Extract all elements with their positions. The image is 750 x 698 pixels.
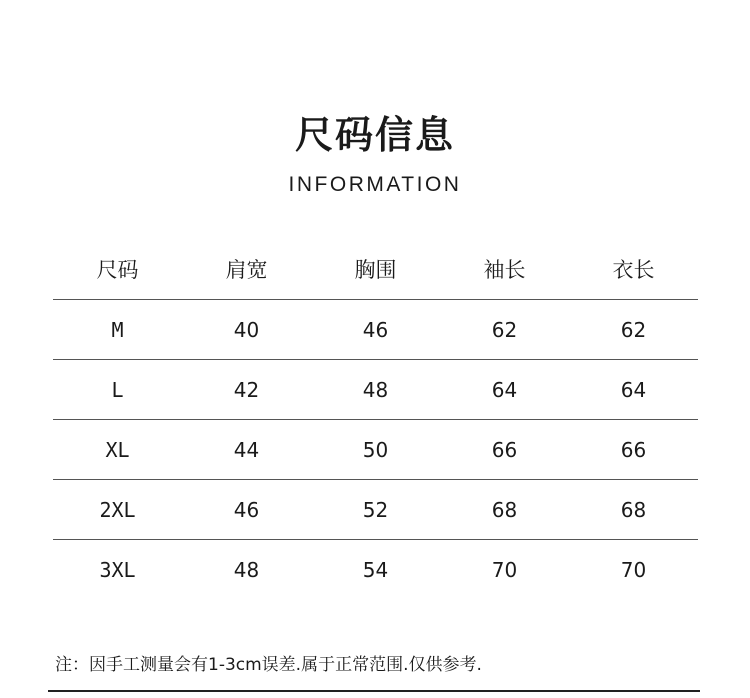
page-title: 尺码信息 xyxy=(294,113,455,157)
cell-shoulder: 44 xyxy=(233,437,260,462)
cell-size: L xyxy=(111,377,124,402)
page-subtitle: INFORMATION xyxy=(288,173,462,196)
bottom-divider xyxy=(48,690,700,692)
header-sleeve: 袖长 xyxy=(483,257,526,282)
measurement-note: 注：因手工测量会有1-3cm误差.属于正常范围.仅供参考. xyxy=(55,655,482,675)
cell-chest: 48 xyxy=(362,377,389,402)
cell-chest: 52 xyxy=(362,497,389,522)
cell-sleeve: 68 xyxy=(491,497,518,522)
cell-sleeve: 66 xyxy=(491,437,518,462)
cell-chest: 46 xyxy=(362,317,389,342)
cell-length: 66 xyxy=(620,437,647,462)
cell-chest: 50 xyxy=(362,437,389,462)
table-row xyxy=(53,420,698,480)
header-length: 衣长 xyxy=(612,257,655,282)
table-row xyxy=(53,540,698,600)
cell-size: XL xyxy=(105,437,130,462)
cell-sleeve: 64 xyxy=(491,377,518,402)
table-header-row xyxy=(53,240,698,300)
cell-shoulder: 42 xyxy=(233,377,260,402)
cell-shoulder: 40 xyxy=(233,317,260,342)
cell-length: 64 xyxy=(620,377,647,402)
cell-shoulder: 48 xyxy=(233,558,260,582)
header-shoulder: 肩宽 xyxy=(225,257,268,282)
header-size: 尺码 xyxy=(96,257,139,282)
cell-length: 62 xyxy=(620,317,647,342)
table-row xyxy=(53,300,698,360)
cell-size: 2XL xyxy=(99,497,136,522)
cell-sleeve: 62 xyxy=(491,317,518,342)
cell-length: 70 xyxy=(620,558,647,582)
table-row xyxy=(53,480,698,540)
cell-shoulder: 46 xyxy=(233,497,260,522)
cell-length: 68 xyxy=(620,497,647,522)
size-table xyxy=(53,240,698,600)
cell-sleeve: 70 xyxy=(491,558,518,582)
header-chest: 胸围 xyxy=(354,257,397,282)
table-row xyxy=(53,360,698,420)
cell-chest: 54 xyxy=(362,558,389,582)
cell-size: 3XL xyxy=(99,558,136,582)
cell-size: M xyxy=(111,317,124,342)
